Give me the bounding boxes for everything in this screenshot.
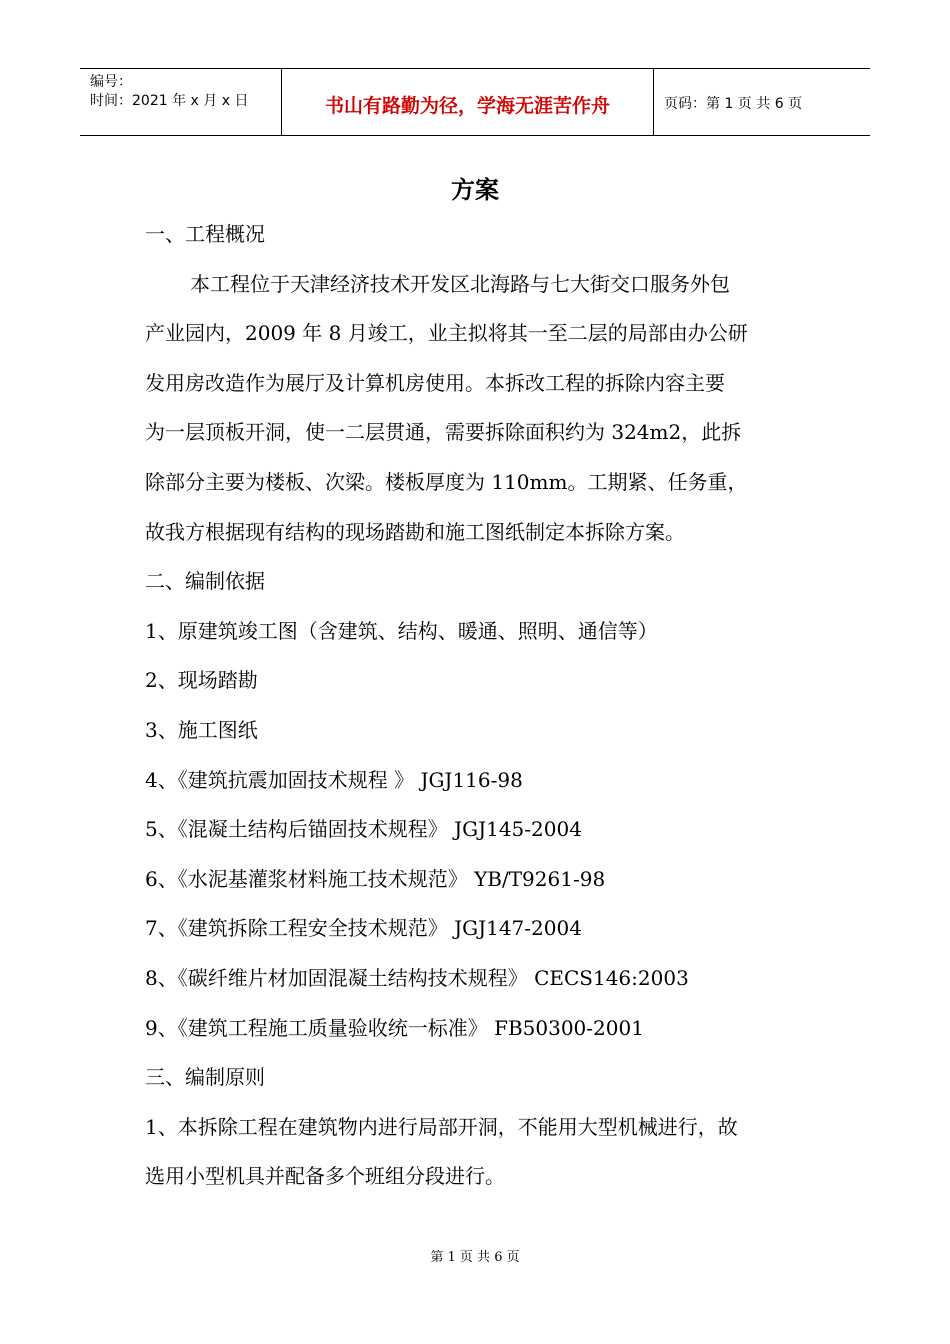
section-heading: 二、编制依据 bbox=[145, 569, 265, 594]
list-item: 6、《水泥基灌浆材料施工技术规范》 YB/T9261-98 bbox=[145, 866, 606, 891]
list-item: 2、现场踏勘 bbox=[145, 668, 258, 693]
body-line: 选用小型机具并配备多个班组分段进行。 bbox=[145, 1164, 505, 1189]
body-line: 本工程位于天津经济技术开发区北海路与七大街交口服务外包 bbox=[190, 271, 730, 296]
document-title: 方案 bbox=[451, 176, 499, 204]
list-item: 4、《建筑抗震加固技术规程 》 JGJ116-98 bbox=[145, 767, 523, 792]
serial-label: 编号： bbox=[90, 74, 132, 90]
body-line: 为一层顶板开洞，使一二层贯通，需要拆除面积约为 324m2，此拆 bbox=[145, 420, 742, 445]
list-item: 3、施工图纸 bbox=[145, 717, 258, 742]
header-table bbox=[80, 68, 870, 136]
list-item: 9、《建筑工程施工质量验收统一标准》 FB50300-2001 bbox=[145, 1015, 644, 1040]
body-line: 故我方根据现有结构的现场踏勘和施工图纸制定本拆除方案。 bbox=[145, 519, 685, 544]
body-line: 产业园内，2009 年 8 月竣工，业主拟将其一至二层的局部由办公研 bbox=[145, 321, 748, 346]
list-item: 7、《建筑拆除工程安全技术规范》 JGJ147-2004 bbox=[145, 916, 582, 941]
section-heading: 三、编制原则 bbox=[145, 1065, 265, 1090]
body-line: 发用房改造作为展厅及计算机房使用。本拆改工程的拆除内容主要 bbox=[145, 370, 725, 395]
section-heading: 一、工程概况 bbox=[145, 222, 265, 246]
header-page-info: 页码：第 1 页 共 6 页 bbox=[664, 96, 803, 112]
header-meta-cell bbox=[80, 69, 282, 135]
body-line: 除部分主要为楼板、次梁。楼板厚度为 110mm。工期紧、任务重， bbox=[145, 469, 748, 494]
body-line: 1、本拆除工程在建筑物内进行局部开洞，不能用大型机械进行，故 bbox=[145, 1114, 738, 1139]
list-item: 1、原建筑竣工图（含建筑、结构、暖通、照明、通信等） bbox=[145, 618, 658, 643]
header-motto-cell bbox=[282, 69, 654, 135]
motto-text: 书山有路勤为径，学海无涯苦作舟 bbox=[324, 94, 610, 117]
list-item: 8、《碳纤维片材加固混凝土结构技术规程》 CECS146:2003 bbox=[145, 965, 689, 990]
time-label: 时间：2021 年 x 月 x 日 bbox=[90, 93, 249, 109]
header-page-cell bbox=[654, 69, 870, 135]
page-footer: 第 1 页 共 6 页 bbox=[430, 1250, 520, 1265]
list-item: 5、《混凝土结构后锚固技术规程》 JGJ145-2004 bbox=[145, 817, 582, 842]
document-body bbox=[145, 210, 810, 1202]
